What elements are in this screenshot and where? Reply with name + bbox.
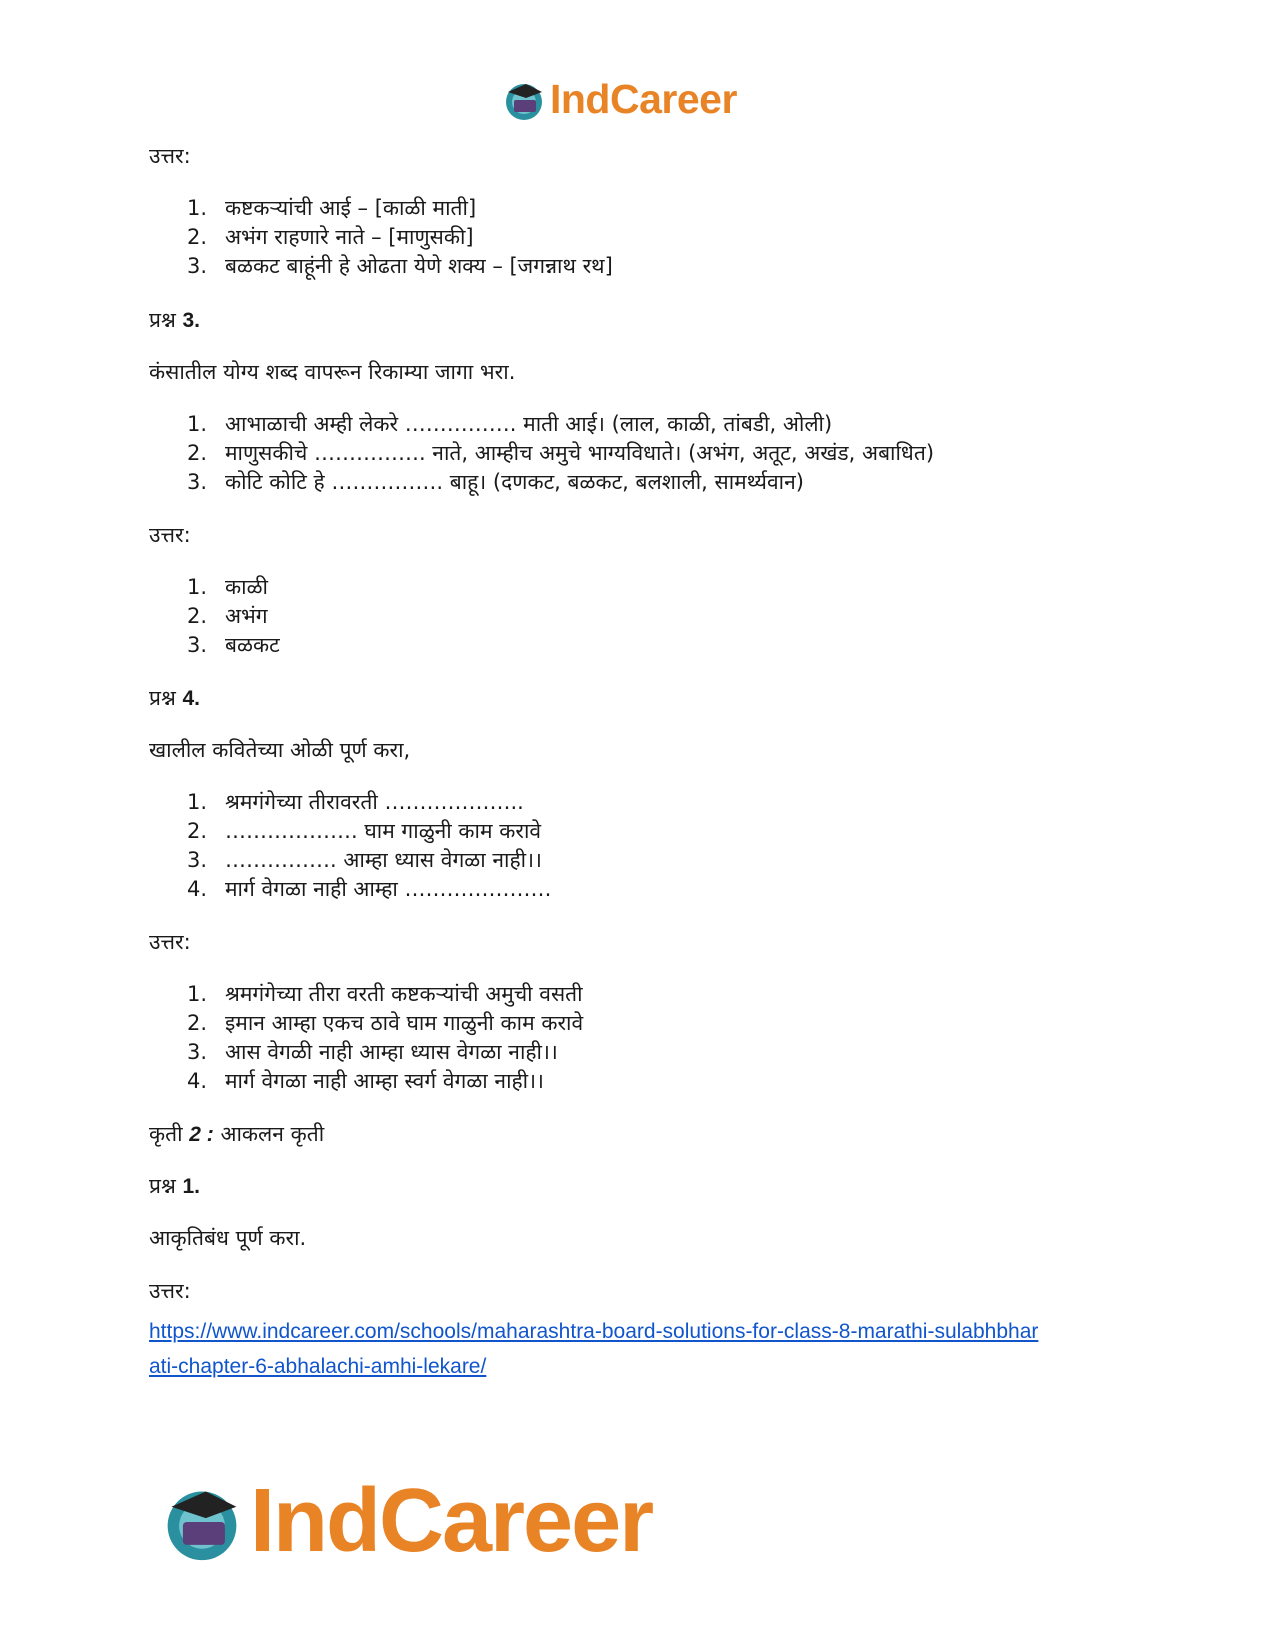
header-logo-text: IndCareer xyxy=(550,76,737,122)
list-item: 3. कोटि कोटि हे ……………. बाहू। (दणकट, बळकट, बलशाली, सामर्थ्यवान) xyxy=(187,470,804,494)
list-item: 3. बळकट xyxy=(187,633,280,657)
footer-logo[interactable] xyxy=(160,1470,652,1573)
list-item: 1. श्रमगंगेच्या तीरावरती ……………….. xyxy=(187,790,524,814)
list-item: 2. इमान आम्हा एकच ठावे घाम गाळुनी काम करावे xyxy=(187,1011,584,1035)
footer-logo-text: IndCareer xyxy=(250,1471,653,1571)
question-heading: प्रश्न 3. xyxy=(149,308,200,332)
list-item: 4. मार्ग वेगळा नाही आम्हा स्वर्ग वेगळा नाही।। xyxy=(187,1069,545,1093)
answer-label: उत्तर: xyxy=(149,523,191,547)
list-item: 1. आभाळाची अम्ही लेकरे ……………. माती आई। (लाल, काळी, तांबडी, ओली) xyxy=(187,412,833,436)
graduation-globe-icon xyxy=(502,78,546,122)
header-logo[interactable] xyxy=(502,76,737,123)
question-text: कंसातील योग्य शब्द वापरून रिकाम्या जागा भरा. xyxy=(149,360,516,384)
question-heading: प्रश्न 4. xyxy=(149,686,200,710)
list-item: 1. कष्टकऱ्यांची आई – [काळी माती] xyxy=(187,196,477,220)
question-text: खालील कवितेच्या ओळी पूर्ण करा, xyxy=(149,738,411,762)
section-heading: कृती 2 : आकलन कृती xyxy=(149,1122,325,1146)
list-item: 3. ……………. आम्हा ध्यास वेगळा नाही।। xyxy=(187,848,542,872)
list-item: 3. आस वेगळी नाही आम्हा ध्यास वेगळा नाही।। xyxy=(187,1040,558,1064)
list-item: 1. श्रमगंगेच्या तीरा वरती कष्टकऱ्यांची अमुची वसती xyxy=(187,982,583,1006)
question-text: आकृतिबंध पूर्ण करा. xyxy=(149,1226,307,1250)
answer-label: उत्तर: xyxy=(149,1279,191,1303)
answer-label: उत्तर: xyxy=(149,144,191,168)
answer-label: उत्तर: xyxy=(149,930,191,954)
list-item: 2. ………………. घाम गाळुनी काम करावे xyxy=(187,819,542,843)
graduation-globe-icon xyxy=(160,1480,244,1564)
list-item: 2. अभंग राहणारे नाते – [माणुसकी] xyxy=(187,225,474,249)
list-item: 4. मार्ग वेगळा नाही आम्हा ………………… xyxy=(187,877,552,901)
question-heading: प्रश्न 1. xyxy=(149,1174,200,1198)
source-link-line-1[interactable]: https://www.indcareer.com/schools/maharashtra-board-solutions-for-class-8-marathi-sulabhbhar xyxy=(149,1320,1039,1343)
list-item: 3. बळकट बाहूंनी हे ओढता येणे शक्य – [जगन्नाथ रथ] xyxy=(187,254,613,278)
list-item: 2. माणुसकीचे ……………. नाते, आम्हीच अमुचे भाग्यविधाते। (अभंग, अतूट, अखंड, अबाधित) xyxy=(187,441,935,465)
source-link-line-2[interactable]: ati-chapter-6-abhalachi-amhi-lekare/ xyxy=(149,1355,487,1378)
list-item: 2. अभंग xyxy=(187,604,268,628)
list-item: 1. काळी xyxy=(187,575,268,599)
